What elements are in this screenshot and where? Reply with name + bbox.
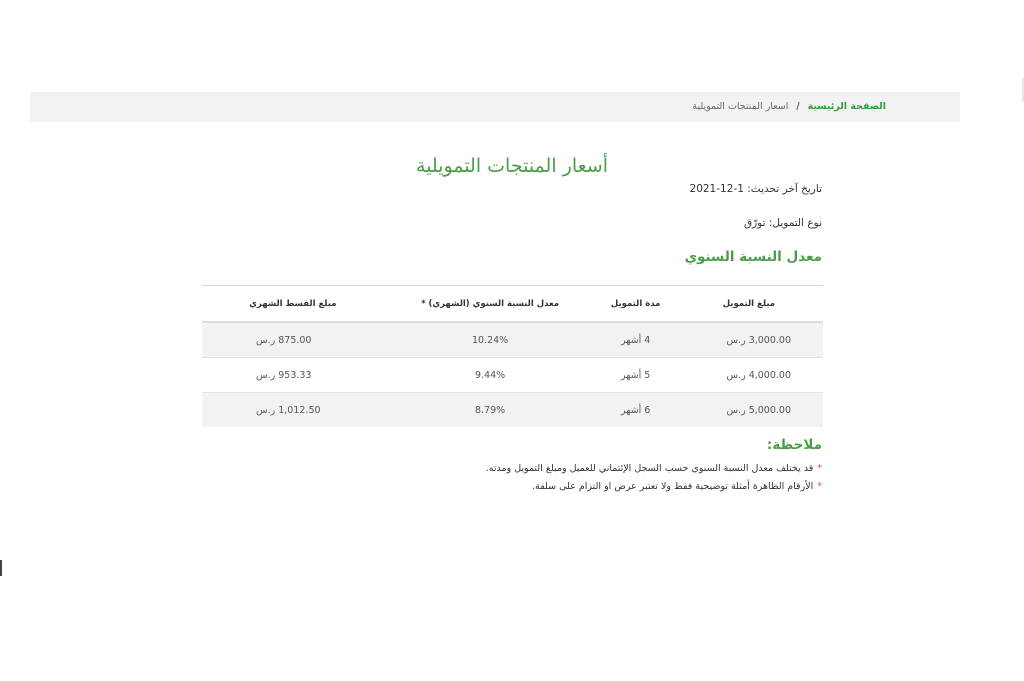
cell-monthly-installment: 875.00 ر.س [202,322,384,358]
financing-type: نوع التمويل: تورّق [743,217,822,229]
table-row [202,358,823,393]
header-apr: معدل النسبة السنوي (الشهري) * [384,286,597,323]
breadcrumb-home-link[interactable]: الصفحة الرئيسية [807,101,886,112]
note-item [486,460,822,478]
breadcrumb-current: اسعار المنتجات التمويلية [692,101,789,112]
breadcrumb [30,92,960,122]
note-text: قد يختلف معدل النسبة السنوي حسب السجل الإئتماني للعميل ومبلغ التمويل ومدته. [485,463,814,474]
cell-financing-amount: 3,000.00 ر.س [675,322,823,358]
notes-title: ملاحظة: [766,437,822,453]
breadcrumb-separator: / [796,101,800,112]
page-title: أسعار المنتجات التمويلية [416,155,608,177]
cell-monthly-installment: 1,012.50 ر.س [202,393,384,428]
cell-financing-period: 4 أشهر [596,322,674,358]
header-financing-period: مدة التمويل [596,286,674,323]
note-item [486,478,822,496]
section-title-apr: معدل النسبة السنوي [684,249,822,265]
note-bullet-star: * [817,463,822,474]
cell-financing-amount: 4,000.00 ر.س [675,358,823,393]
cell-financing-amount: 5,000.00 ر.س [675,393,823,428]
note-text: الأرقام الظاهرة أمثلة توضيحية فقط ولا تعتبر عرض او التزام على سلفة. [532,481,814,492]
top-header [0,0,1024,60]
table-row [202,322,823,358]
cell-monthly-installment: 953.33 ر.س [202,358,384,393]
header-financing-amount: مبلغ التمويل [675,286,823,323]
header-monthly-installment: مبلغ القسط الشهري [202,286,384,323]
notes-list [486,460,822,496]
cell-apr: 8.79% [384,393,597,428]
last-update-date: تاريخ آخر تحديث: 1-12-2021 [689,183,822,195]
table-row [202,393,823,428]
left-edge-marker [0,560,2,576]
table-header-row [202,286,823,323]
cell-financing-period: 5 أشهر [596,358,674,393]
rates-table [202,285,823,427]
cell-financing-period: 6 أشهر [596,393,674,428]
note-bullet-star: * [817,481,822,492]
cell-apr: 10.24% [384,322,597,358]
cell-apr: 9.44% [384,358,597,393]
